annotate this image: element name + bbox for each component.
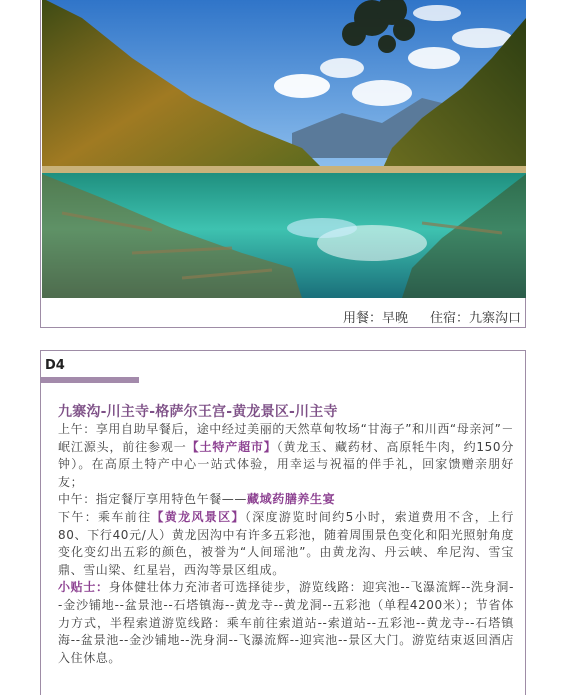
- meal-lodging-bar: [343, 307, 521, 326]
- morning-text-cont: （黄龙玉、藏药材、高原牦牛肉，约150分钟）。在高原土特产中心一站式体验，用幸运与祝福的伴手礼，回家馈赠亲朋好友；: [58, 439, 514, 489]
- morning-text: 上午：享用自助早餐后，途中经过美丽的天然草甸牧场“甘海子”和川西“母亲河”－岷江源头，前往参观一: [58, 422, 514, 454]
- tip-label: 小贴士：: [58, 580, 109, 595]
- morning-paragraph: [58, 421, 514, 491]
- tip-text: 身体健壮体力充沛者可选择徒步，游览线路：迎宾池--飞瀑流辉--洗身洞--金沙铺地--盆景池--石塔镇海--黄龙寺--黄龙洞--五彩池（单程4200米）；节省体力方式，半程索道游览线路：乘车前往索道站--索道站--五彩池--黄龙寺--石塔镇海--盆景池--金沙铺地--洗身洞--飞瀑流辉--迎宾池--景区大门。游览结束返回酒店入住休息。: [58, 580, 514, 665]
- noon-text: 中午：指定餐厅享用特色午餐——: [58, 492, 248, 507]
- meal-info: 用餐：早晚: [342, 311, 408, 326]
- afternoon-paragraph: [58, 509, 514, 579]
- afternoon-text: 下午：乘车前往: [58, 509, 152, 524]
- tip-paragraph: [58, 579, 514, 667]
- day-label-underline: [41, 377, 139, 383]
- noon-paragraph: [58, 491, 514, 509]
- shopping-stop-highlight: 【土特产超市】: [186, 439, 277, 454]
- day-label: D4: [45, 358, 65, 373]
- lunch-highlight: 藏域药膳养生宴: [247, 492, 336, 507]
- day4-card: [40, 350, 526, 695]
- jiuzhaigou-lake-photo: [42, 0, 526, 298]
- lake-landscape-image: [42, 0, 526, 298]
- day3-card: [40, 0, 526, 328]
- huanglong-highlight: 【黄龙风景区】: [151, 509, 245, 524]
- itinerary-description: [58, 421, 514, 667]
- route-title: 九寨沟-川主寺-格萨尔王宫-黄龙景区-川主寺: [58, 404, 338, 420]
- afternoon-text-cont: （深度游览时间约5小时，索道费用不含，上行80、下行40元/人）黄龙因沟中有许多五彩池，随着周围景色变化和阳光照射角度变化变幻出五彩的颜色，被誉为“人间瑶池”。由黄龙沟、丹云峡、牟尼沟、雪宝鼎、雪山梁、红星岩，西沟等景区组成。: [58, 509, 514, 577]
- lodging-info: 住宿：九寨沟口: [429, 311, 521, 326]
